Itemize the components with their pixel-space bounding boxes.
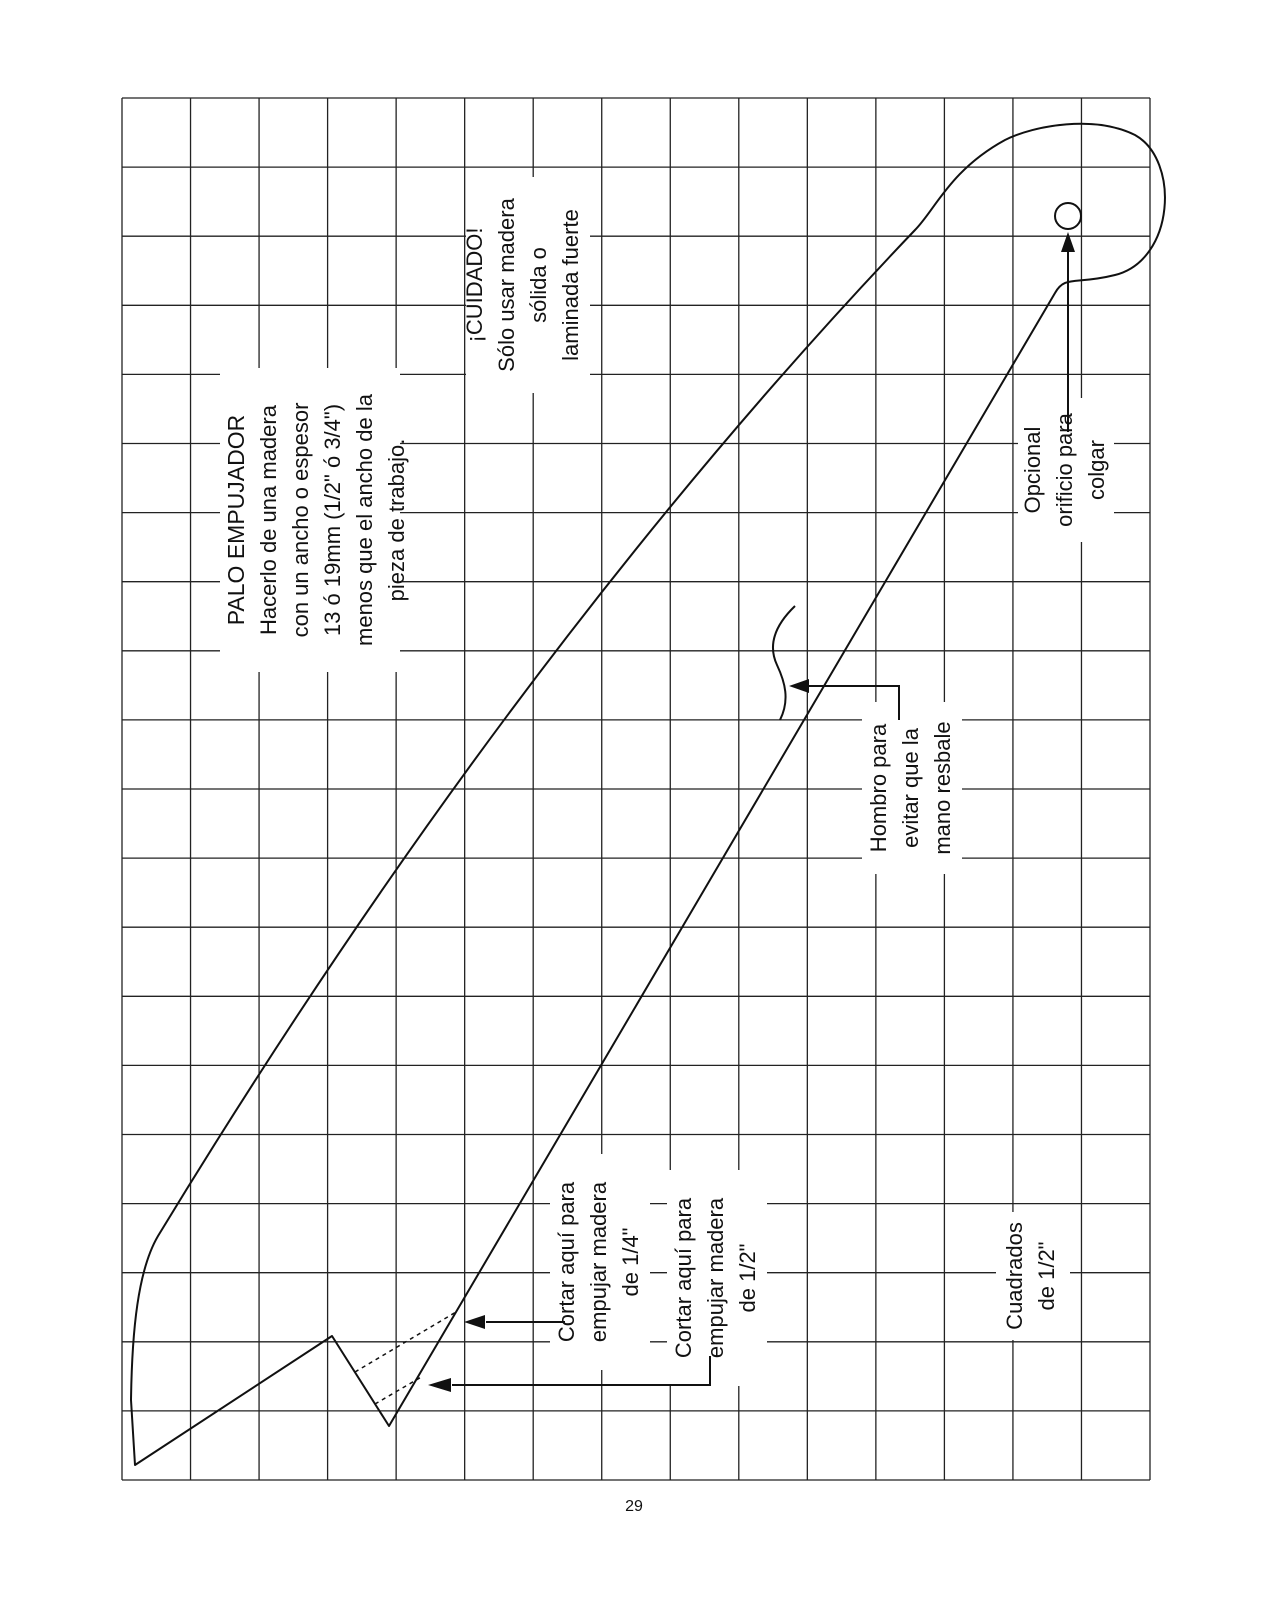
shoulder-label-line: Hombro para	[866, 723, 891, 853]
cut-half-arrowhead-icon	[428, 1378, 451, 1392]
hang-hole-label	[1018, 398, 1114, 542]
warning-label-line: sólida o	[526, 247, 551, 323]
cut-half-label	[667, 1170, 767, 1386]
push-stick-label-line: PALO EMPUJADOR	[223, 414, 249, 626]
page-number: 29	[625, 1498, 643, 1515]
hang-hole-circle	[1055, 203, 1081, 229]
hang-hole-label-line: Opcional	[1020, 426, 1045, 514]
push-stick-label	[220, 368, 409, 672]
squares-label-line: Cuadrados	[1002, 1222, 1027, 1330]
hang-hole-label-line: colgar	[1084, 440, 1109, 500]
cut-quarter-arrowhead-icon	[464, 1315, 485, 1329]
cut-half-label-line: Cortar aquí para	[671, 1197, 696, 1359]
push-stick-label-line: Hacerlo de una madera	[256, 405, 281, 635]
cut-half-label-line: empujar madera	[703, 1197, 728, 1359]
warning-label-line: laminada fuerte	[558, 209, 583, 361]
push-stick-label-line: 13 ó 19mm (1/2" ó 3/4")	[320, 403, 345, 637]
cut-quarter-label	[550, 1154, 650, 1370]
push-stick-label-line: pieza de trabajo.	[384, 438, 409, 602]
warning-label	[462, 177, 590, 393]
cut-quarter-label-line: Cortar aquí para	[554, 1181, 579, 1343]
shoulder-bump	[773, 606, 795, 720]
hang-hole-arrowhead-icon	[1061, 232, 1075, 252]
warning-label-line: ¡CUIDADO!	[462, 227, 487, 343]
shoulder-label-line: mano resbale	[930, 721, 955, 855]
cut-quarter-label-line: de 1/4"	[618, 1227, 643, 1297]
shoulder-arrowhead-icon	[789, 679, 809, 693]
push-stick-label-line: menos que el ancho de la	[352, 394, 377, 646]
shoulder-label-line: evitar que la	[898, 728, 923, 848]
hang-hole-label-line: orificio para	[1052, 413, 1077, 527]
shoulder-label	[862, 702, 962, 874]
squares-label	[996, 1212, 1070, 1340]
cut-half-label-line: de 1/2"	[735, 1243, 760, 1313]
squares-label-line: de 1/2"	[1034, 1241, 1059, 1311]
warning-label-line: Sólo usar madera	[494, 198, 519, 372]
cut-quarter-label-line: empujar madera	[586, 1181, 611, 1343]
push-stick-label-line: con un ancho o espesor	[288, 402, 313, 638]
